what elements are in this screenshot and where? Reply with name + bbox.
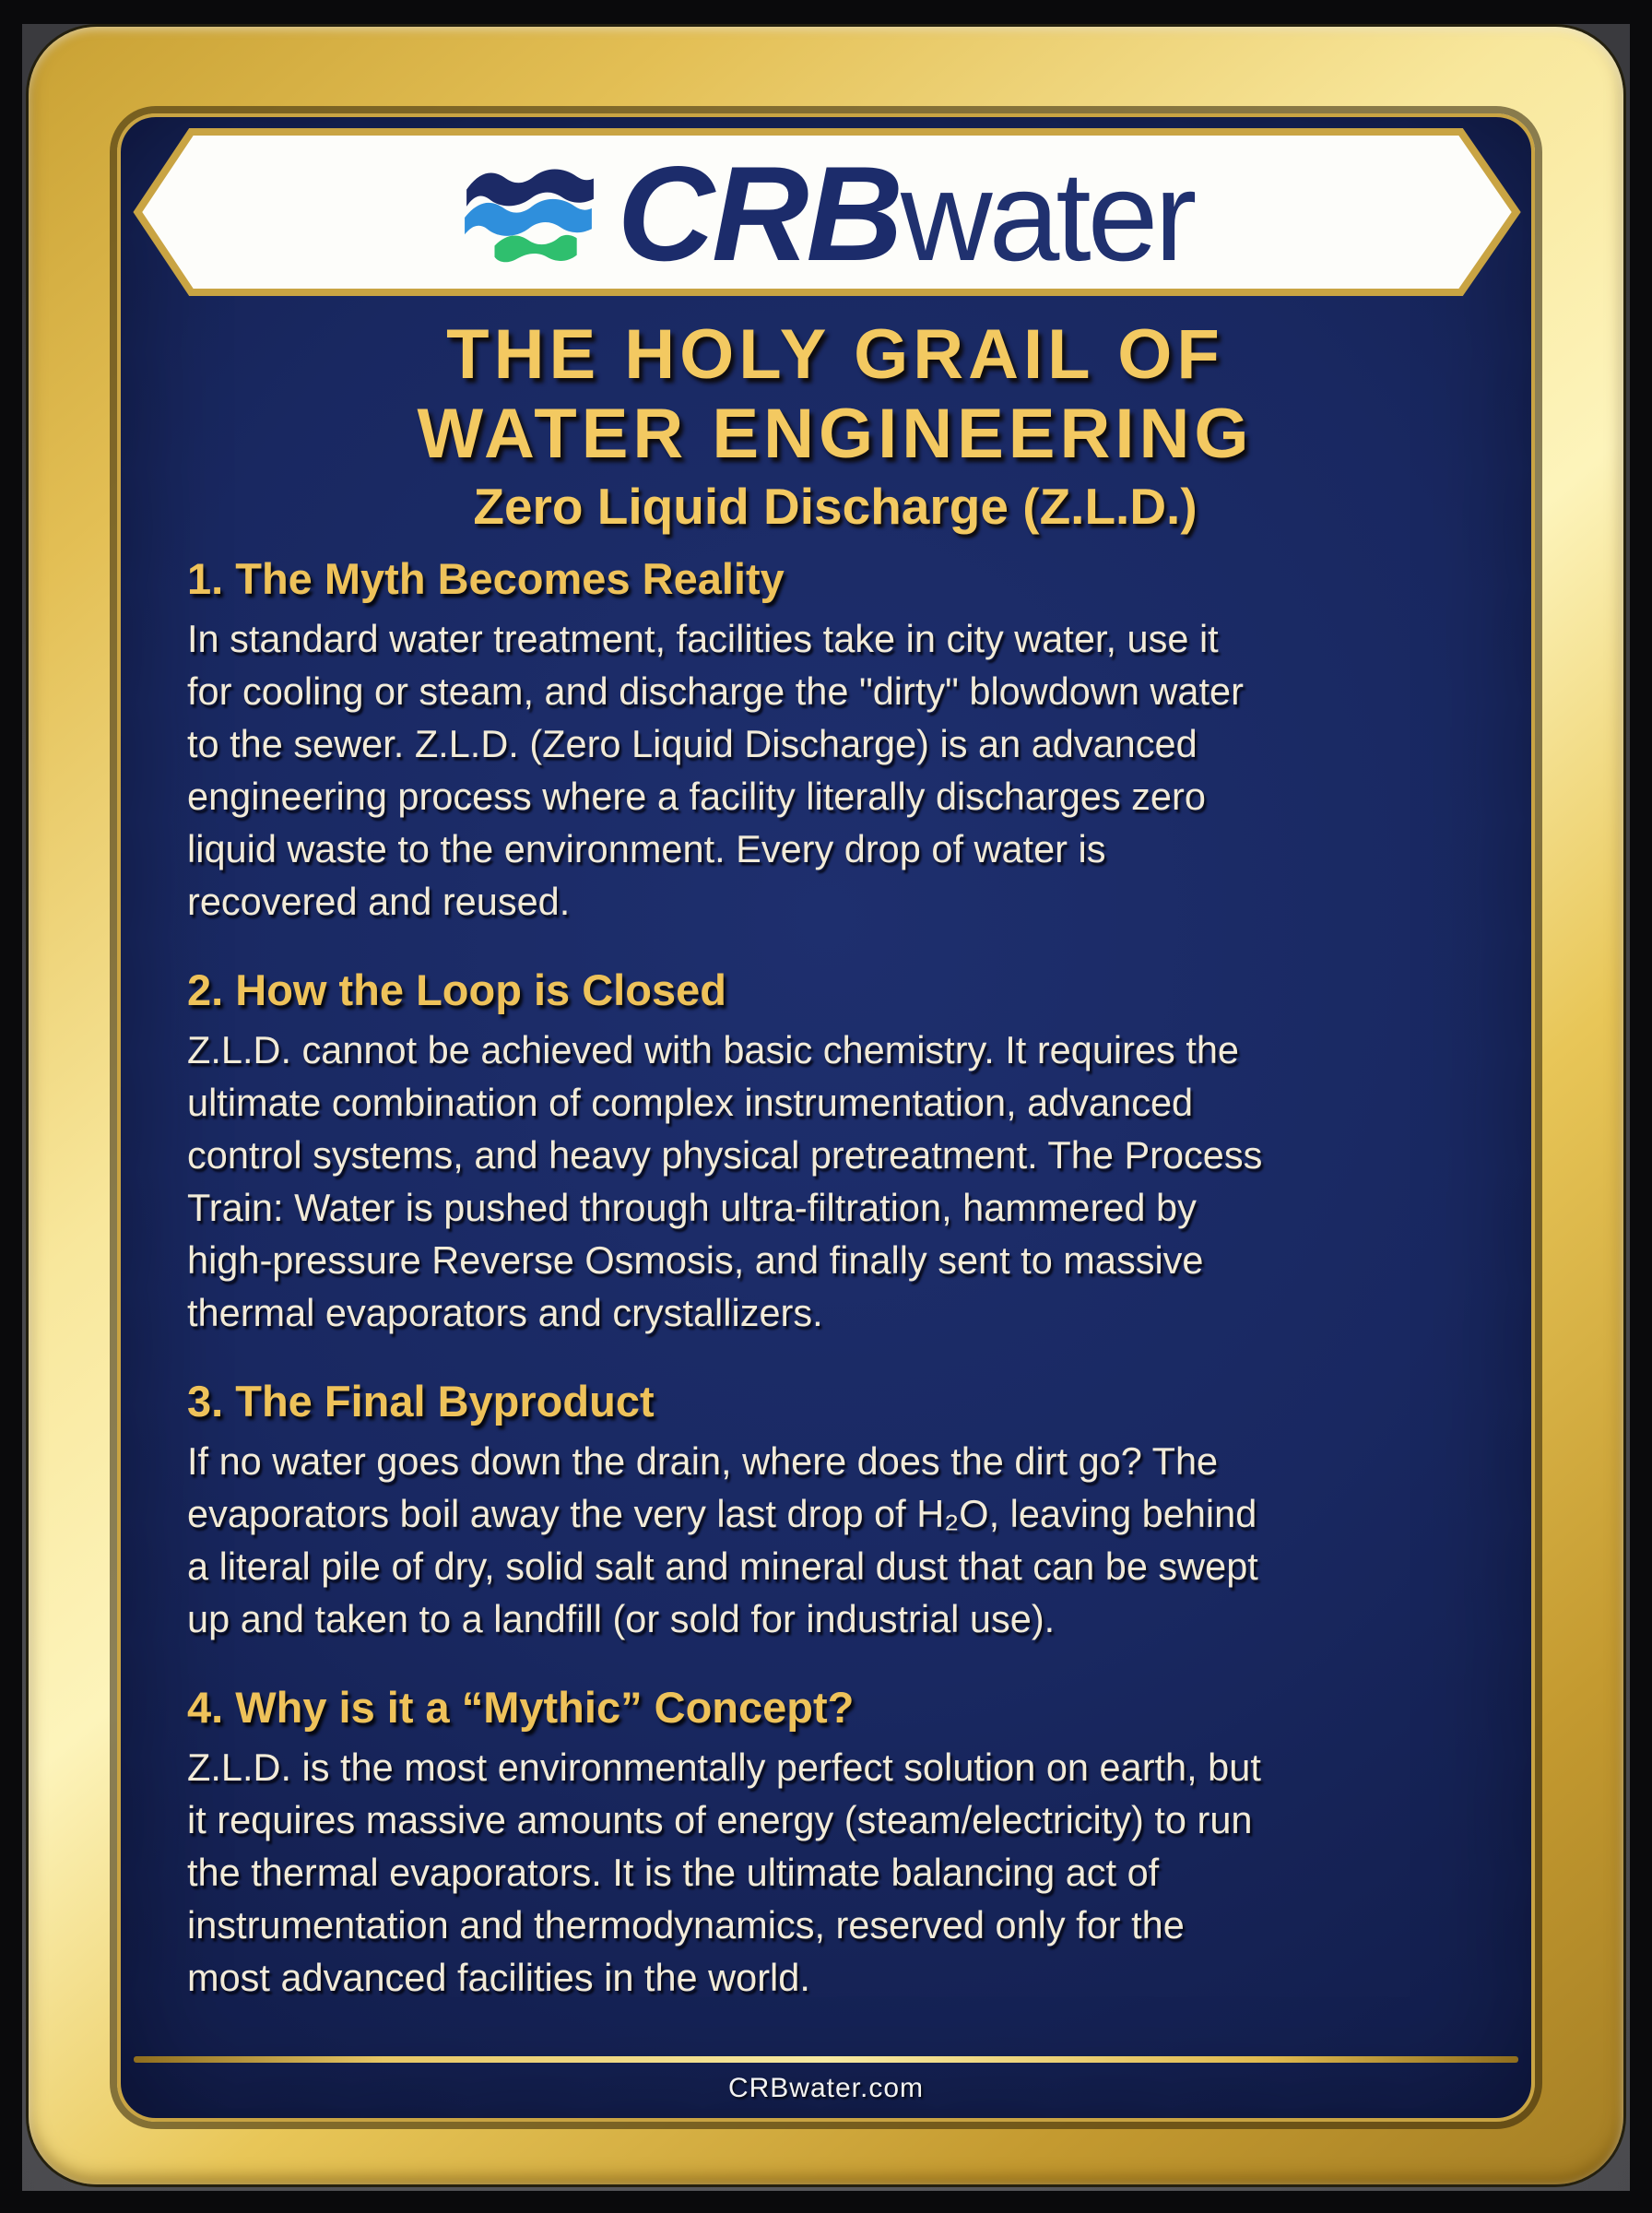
section-2-body bbox=[187, 1024, 1483, 1339]
text-line: for cooling or steam, and discharge the "dirty" blowdown water bbox=[187, 669, 1244, 713]
page-title-line1: THE HOLY GRAIL OF bbox=[446, 315, 1224, 394]
section-2-heading: 2. How the Loop is Closed bbox=[187, 965, 726, 1014]
text-line: control systems, and heavy physical pretreatment. The Process bbox=[187, 1133, 1263, 1177]
section-4-body bbox=[187, 1741, 1483, 2004]
section-3-body bbox=[187, 1435, 1483, 1645]
navy-panel bbox=[117, 113, 1535, 2122]
text-line: Train: Water is pushed through ultra-filtration, hammered by bbox=[187, 1186, 1197, 1229]
text-line: most advanced facilities in the world. bbox=[187, 1956, 810, 1999]
text-line: a literal pile of dry, solid salt and mineral dust that can be swept bbox=[187, 1544, 1258, 1588]
page-title-line2: WATER ENGINEERING bbox=[417, 395, 1254, 473]
text-line: up and taken to a landfill (or sold for industrial use). bbox=[187, 1597, 1056, 1640]
footer-url: CRBwater.com bbox=[727, 2073, 925, 2103]
text-line: engineering process where a facility literally discharges zero bbox=[187, 775, 1206, 818]
text-line: to the sewer. Z.L.D. (Zero Liquid Discharge) is an advanced bbox=[187, 722, 1198, 765]
poster-content bbox=[121, 117, 1531, 2004]
brand-name-light: water bbox=[900, 146, 1194, 288]
section-3-heading: 3. The Final Byproduct bbox=[187, 1377, 655, 1426]
text-line: Z.L.D. is the most environmentally perfect solution on earth, but bbox=[187, 1746, 1261, 1789]
footer-band bbox=[134, 2056, 1518, 2114]
text-line: the thermal evaporators. It is the ultimate balancing act of bbox=[187, 1851, 1160, 1894]
text-line: liquid waste to the environment. Every drop of water is bbox=[187, 827, 1106, 870]
text-line: In standard water treatment, facilities take in city water, use it bbox=[187, 617, 1219, 660]
text-line: it requires massive amounts of energy (steam/electricity) to run bbox=[187, 1798, 1253, 1841]
section-4-heading: 4. Why is it a “Mythic” Concept? bbox=[187, 1683, 855, 1732]
footer-top-rule bbox=[134, 2056, 1518, 2063]
text-line: instrumentation and thermodynamics, reserved only for the bbox=[187, 1903, 1185, 1947]
text-line: If no water goes down the drain, where does the dirt go? The bbox=[187, 1439, 1219, 1483]
text-line: evaporators boil away the very last drop of H₂O, leaving behind bbox=[187, 1492, 1257, 1535]
section-1-body bbox=[187, 612, 1483, 928]
text-line: ultimate combination of complex instrumentation, advanced bbox=[187, 1081, 1194, 1124]
footer-strip bbox=[134, 2063, 1518, 2114]
text-line: recovered and reused. bbox=[187, 880, 571, 923]
gold-frame bbox=[29, 27, 1623, 2184]
brand-name-bold: CRB bbox=[617, 138, 901, 289]
text-line: high-pressure Reverse Osmosis, and finally sent to massive bbox=[187, 1238, 1204, 1282]
page-subtitle: Zero Liquid Discharge (Z.L.D.) bbox=[473, 478, 1198, 535]
text-line: thermal evaporators and crystallizers. bbox=[187, 1291, 823, 1334]
section-1-heading: 1. The Myth Becomes Reality bbox=[187, 554, 785, 603]
text-line: Z.L.D. cannot be achieved with basic chemistry. It requires the bbox=[187, 1028, 1240, 1071]
